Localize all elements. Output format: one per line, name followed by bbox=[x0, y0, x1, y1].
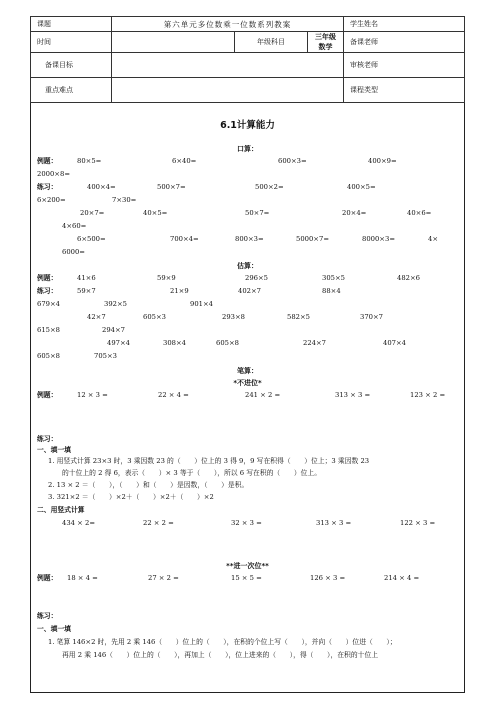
oral-example-item: 400×9= bbox=[368, 157, 397, 165]
question-4-line-2: 再用 2 乘 146（ ）位上的（ ），再加上（ ），位上进来的（ ），得（ ），在积的十位上 bbox=[62, 651, 379, 659]
oral-practice-item: 500×2= bbox=[255, 183, 284, 191]
oral-example-item: 2000×8= bbox=[37, 170, 71, 178]
prep-teacher-label: 备课老师 bbox=[344, 32, 465, 53]
estimate-example-item: 482×6 bbox=[397, 274, 420, 282]
estimate-practice-item: 901×4 bbox=[190, 300, 213, 308]
written-heading: 笔算： bbox=[237, 367, 258, 375]
estimate-practice-item: 605×8 bbox=[37, 352, 60, 360]
vertical-calc-heading: 二、用竖式计算 bbox=[37, 506, 85, 514]
topic-value: 第六单元多位数乘一位数系列教案 bbox=[112, 17, 344, 32]
oral-practice-item: 500×7= bbox=[157, 183, 186, 191]
oral-practice-item: 40×5= bbox=[143, 209, 168, 217]
question-1-line-2: 的十位上的 2 得 6，表示（ ）× 3 等于（ ），所以 6 写在积的（ ）位上。 bbox=[62, 469, 322, 477]
estimate-practice-item: 308×4 bbox=[163, 339, 186, 347]
estimate-practice-label: 练习： bbox=[37, 287, 58, 295]
carry-example-item: 126 × 3 = bbox=[310, 574, 346, 582]
written-example-label: 例题： bbox=[37, 391, 58, 399]
oral-example-item: 600×3= bbox=[278, 157, 307, 165]
estimate-example-label: 例题： bbox=[37, 274, 58, 282]
grade-subject-value: 三年级数学 bbox=[308, 32, 344, 53]
time-value bbox=[112, 32, 235, 53]
estimate-practice-item: 42×7 bbox=[87, 313, 106, 321]
carry-example-item: 214 × 4 = bbox=[384, 574, 420, 582]
estimate-practice-item: 605×3 bbox=[143, 313, 166, 321]
key-points-label: 重点难点 bbox=[31, 78, 112, 103]
estimate-practice-item: 370×7 bbox=[360, 313, 383, 321]
estimate-practice-item: 582×5 bbox=[287, 313, 310, 321]
written-example-item: 241 × 2 = bbox=[245, 391, 281, 399]
estimate-practice-item: 679×4 bbox=[37, 300, 60, 308]
vertical-calc-item: 122 × 3 = bbox=[400, 519, 436, 527]
estimate-practice-item: 497×4 bbox=[107, 339, 130, 347]
written-example-item: 12 × 3 = bbox=[77, 391, 108, 399]
estimate-practice-item: 59×7 bbox=[77, 287, 96, 295]
estimate-example-item: 41×6 bbox=[77, 274, 96, 282]
oral-practice-item: 400×4= bbox=[87, 183, 116, 191]
carry-example-item: 27 × 2 = bbox=[148, 574, 179, 582]
key-points-value bbox=[112, 78, 344, 103]
oral-practice-item: 20×7= bbox=[80, 209, 105, 217]
estimate-example-item: 59×9 bbox=[157, 274, 176, 282]
carry-practice-label: 练习： bbox=[37, 612, 58, 620]
oral-practice-item: 800×3= bbox=[235, 235, 264, 243]
estimate-practice-item: 294×7 bbox=[102, 326, 125, 334]
topic-label: 课题 bbox=[31, 17, 112, 32]
oral-example-item: 6×40= bbox=[172, 157, 197, 165]
oral-practice-item: 6×500= bbox=[77, 235, 106, 243]
oral-practice-item: 40×6= bbox=[407, 209, 432, 217]
estimate-practice-item: 705×3 bbox=[94, 352, 117, 360]
oral-practice-item: 7×30= bbox=[112, 196, 137, 204]
written-example-item: 22 × 4 = bbox=[158, 391, 189, 399]
carry-fill-in-heading: 一、填一填 bbox=[37, 625, 71, 633]
question-2: 2. 13 × 2 ＝（ ），（ ）和（ ）是因数，（ ）是积。 bbox=[48, 481, 249, 489]
vertical-calc-item: 32 × 3 = bbox=[231, 519, 262, 527]
carry-once-subheading: **进一次位** bbox=[226, 562, 269, 570]
estimate-practice-item: 615×8 bbox=[37, 326, 60, 334]
oral-practice-item: 5000×7= bbox=[296, 235, 330, 243]
oral-practice-item: 50×7= bbox=[245, 209, 270, 217]
student-name-label: 学生姓名 bbox=[344, 17, 465, 32]
review-teacher-label: 审核老师 bbox=[344, 53, 465, 78]
estimate-practice-item: 605×8 bbox=[216, 339, 239, 347]
estimate-example-item: 296×5 bbox=[245, 274, 268, 282]
oral-example-item: 80×5= bbox=[77, 157, 102, 165]
course-type-label: 课程类型 bbox=[344, 78, 465, 103]
oral-practice-item: 400×5= bbox=[347, 183, 376, 191]
estimate-practice-item: 392×5 bbox=[104, 300, 127, 308]
estimate-practice-item: 224×7 bbox=[303, 339, 326, 347]
objective-label: 备课目标 bbox=[31, 53, 112, 78]
vertical-calc-item: 22 × 2 = bbox=[143, 519, 174, 527]
estimate-practice-item: 88×4 bbox=[322, 287, 341, 295]
written-example-item: 123 × 2 = bbox=[410, 391, 446, 399]
written-example-item: 313 × 3 = bbox=[335, 391, 371, 399]
oral-practice-item: 6×200= bbox=[37, 196, 66, 204]
no-carry-subheading: *不进位* bbox=[233, 379, 262, 387]
written-practice-label: 练习： bbox=[37, 435, 58, 443]
oral-practice-label: 练习： bbox=[37, 183, 58, 191]
estimate-practice-item: 21×9 bbox=[170, 287, 189, 295]
oral-heading: 口算： bbox=[237, 145, 258, 153]
page-title: 6.1计算能力 bbox=[220, 120, 275, 131]
oral-practice-item: 20×4= bbox=[342, 209, 367, 217]
estimate-practice-item: 293×8 bbox=[222, 313, 245, 321]
vertical-calc-item: 434 × 2= bbox=[62, 519, 96, 527]
oral-example-label: 例题： bbox=[37, 157, 58, 165]
question-1-line-1: 1. 用竖式计算 23×3 时，3 乘因数 23 的（ ）位上的 3 得 9，9 写在积得（ ）位上；3 乘因数 23 bbox=[48, 457, 370, 465]
question-3: 3. 321×2 ＝（ ）×2＋（ ）×2＋（ ）×2 bbox=[48, 493, 214, 501]
oral-practice-item: 4×60= bbox=[62, 222, 87, 230]
carry-example-label: 例题： bbox=[37, 574, 58, 582]
objective-value bbox=[112, 53, 344, 78]
oral-practice-item: 6000= bbox=[62, 248, 85, 256]
lesson-header-table bbox=[30, 16, 465, 103]
estimate-heading: 估算： bbox=[237, 262, 258, 270]
estimate-practice-item: 402×7 bbox=[238, 287, 261, 295]
estimate-example-item: 305×5 bbox=[322, 274, 345, 282]
estimate-practice-item: 407×4 bbox=[383, 339, 406, 347]
time-label: 时间 bbox=[31, 32, 112, 53]
fill-in-heading: 一、填一填 bbox=[37, 446, 71, 454]
vertical-calc-item: 313 × 3 = bbox=[316, 519, 352, 527]
carry-example-item: 15 × 5 = bbox=[231, 574, 262, 582]
oral-practice-item: 4× bbox=[428, 235, 439, 243]
question-4-line-1: 1. 笔算 146×2 时，先用 2 乘 146（ ）位上的（ ），在积的个位上写（ ），并向（ ）位进（ ）； bbox=[48, 638, 397, 646]
oral-practice-item: 8000×3= bbox=[362, 235, 396, 243]
oral-practice-item: 700×4= bbox=[170, 235, 199, 243]
carry-example-item: 18 × 4 = bbox=[67, 574, 98, 582]
grade-subject-label: 年级科目 bbox=[235, 32, 308, 53]
